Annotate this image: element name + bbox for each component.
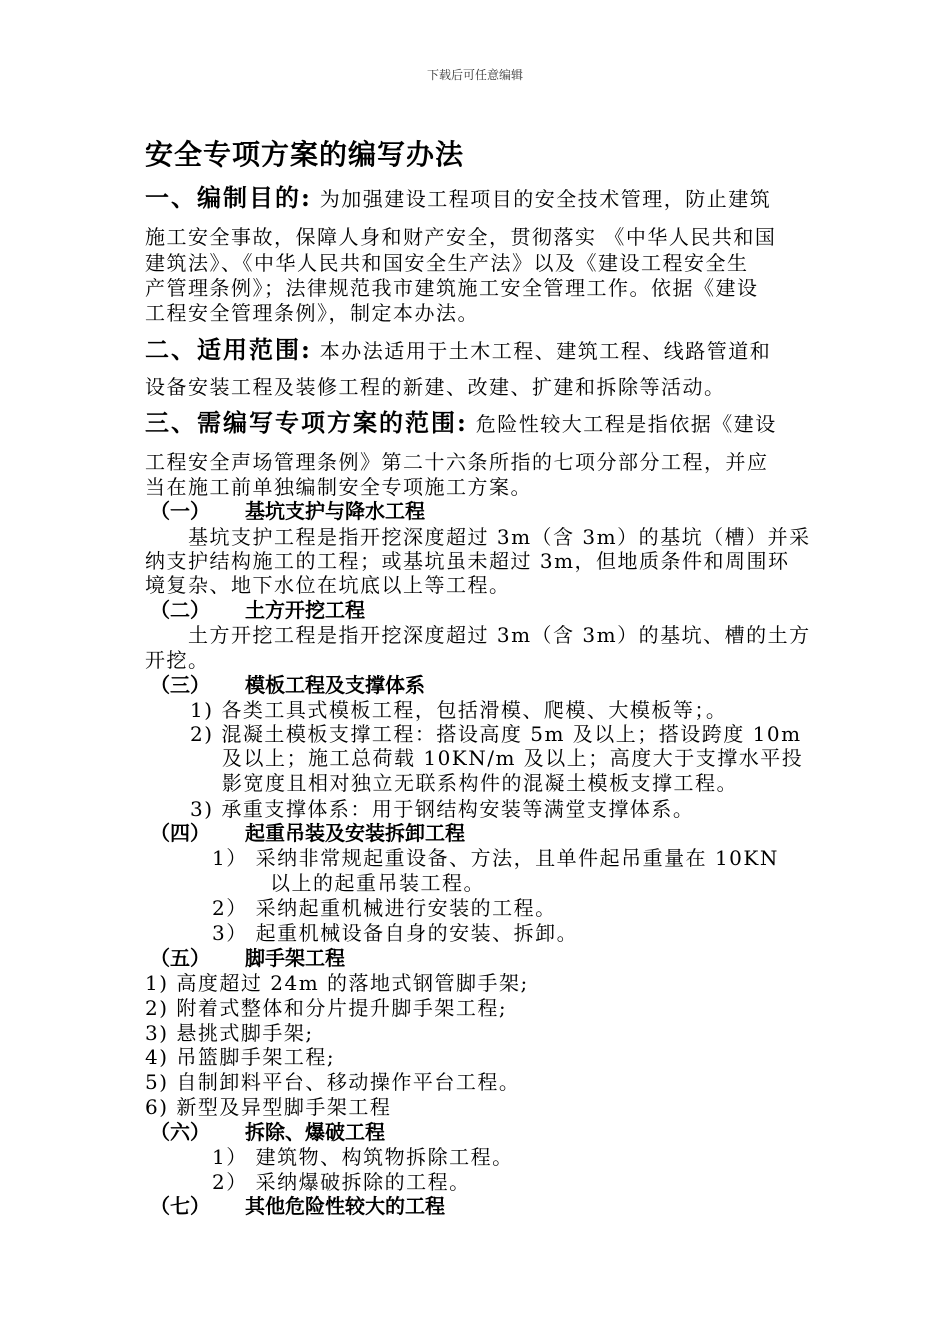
subsection-6-title: 拆除、爆破工程 xyxy=(245,1120,385,1144)
sec1-line-1 xyxy=(145,183,772,212)
sec1-text-1: 为加强建设工程项目的安全技术管理，防止建筑 xyxy=(319,187,772,211)
sec3-lead: 三、需编写专项方案的范围: xyxy=(145,408,468,437)
subsection-3-number: （三） xyxy=(150,673,210,697)
sec1-line-3: 建筑法》、《中华人民共和国安全生产法》以及《建设工程安全生 xyxy=(145,251,749,275)
s1-line-2: 纳支护结构施工的工程；或基坑虽未超过 3m，但地质条件和周围环 xyxy=(145,549,790,573)
s4-item-1-cont: 以上的起重吊装工程。 xyxy=(270,871,485,895)
s4-item-1: 1） 采纳非常规起重设备、方法，且单件起吊重量在 10KN xyxy=(212,846,779,870)
sec3-text-1: 危险性较大工程是指依据《建设 xyxy=(475,412,777,436)
s3-item-3: 3) 承重支撑体系：用于钢结构安装等满堂支撑体系。 xyxy=(190,797,695,821)
s4-item-2: 2） 采纳起重机械进行安装的工程。 xyxy=(212,896,557,920)
s2-line-1: 土方开挖工程是指开挖深度超过 3m（含 3m）的基坑、槽的土方 xyxy=(188,623,811,647)
subsection-2-title: 土方开挖工程 xyxy=(245,598,365,622)
page-title: 安全专项方案的编写办法 xyxy=(145,138,465,171)
subsection-6-heading xyxy=(150,1120,385,1144)
s3-item-2-cont-2: 影宽度且相对独立无联系构件的混凝土模板支撑工程。 xyxy=(222,771,738,795)
s5-item-5: 5) 自制卸料平台、移动操作平台工程。 xyxy=(145,1070,521,1094)
s5-item-1: 1) 高度超过 24m 的落地式钢管脚手架; xyxy=(145,971,529,995)
subsection-2-number: （二） xyxy=(150,598,210,622)
sec1-lead: 一、编制目的: xyxy=(145,183,312,212)
sec2-line-1 xyxy=(145,335,772,364)
subsection-1-title: 基坑支护与降水工程 xyxy=(245,499,425,523)
s3-item-2-cont-1: 及以上；施工总荷载 10KN/m 及以上；高度大于支撑水平投 xyxy=(222,746,804,770)
sec1-line-4: 产管理条例》；法律规范我市建筑施工安全管理工作。依据《建设 xyxy=(145,276,759,300)
s5-item-6: 6) 新型及异型脚手架工程 xyxy=(145,1095,392,1119)
subsection-3-title: 模板工程及支撑体系 xyxy=(245,673,425,697)
subsection-4-title: 起重吊装及安装拆卸工程 xyxy=(245,821,465,845)
subsection-1-number: （一） xyxy=(150,499,210,523)
sec3-line-1 xyxy=(145,408,777,437)
sec1-line-2: 施工安全事故，保障人身和财产安全，贯彻落实 《中华人民共和国 xyxy=(145,225,777,249)
s4-item-3: 3） 起重机械设备自身的安装、拆卸。 xyxy=(212,921,579,945)
sec3-line-3: 当在施工前单独编制安全专项施工方案。 xyxy=(145,475,532,499)
s6-item-2: 2） 采纳爆破拆除的工程。 xyxy=(212,1170,471,1194)
sec2-lead: 二、适用范围: xyxy=(145,335,312,364)
s1-line-1: 基坑支护工程是指开挖深度超过 3m（含 3m）的基坑（槽）并采 xyxy=(188,525,811,549)
subsection-5-heading xyxy=(150,946,345,970)
s3-item-2: 2) 混凝土模板支撑工程：搭设高度 5m 及以上；搭设跨度 10m xyxy=(190,722,802,746)
subsection-7-number: （七） xyxy=(150,1194,210,1218)
page-header: 下载后可任意编辑 xyxy=(426,68,523,82)
subsection-4-number: （四） xyxy=(150,821,210,845)
s5-item-3: 3) 悬挑式脚手架; xyxy=(145,1021,314,1045)
sec2-text-1: 本办法适用于土木工程、建筑工程、线路管道和 xyxy=(319,339,772,363)
subsection-2-heading xyxy=(150,598,365,622)
s1-line-3: 境复杂、地下水位在坑底以上等工程。 xyxy=(145,573,511,597)
subsection-7-title: 其他危险性较大的工程 xyxy=(245,1194,445,1218)
subsection-6-number: （六） xyxy=(150,1120,210,1144)
subsection-3-heading xyxy=(150,673,425,697)
s6-item-1: 1） 建筑物、构筑物拆除工程。 xyxy=(212,1145,514,1169)
s2-line-2: 开挖。 xyxy=(145,648,210,672)
subsection-4-heading xyxy=(150,821,465,845)
s5-item-2: 2) 附着式整体和分片提升脚手架工程; xyxy=(145,996,508,1020)
subsection-5-number: （五） xyxy=(150,946,210,970)
sec1-line-5: 工程安全管理条例》，制定本办法。 xyxy=(145,301,479,325)
sec3-line-2: 工程安全声场管理条例》第二十六条所指的七项分部分工程，并应 xyxy=(145,450,769,474)
s5-item-4: 4) 吊篮脚手架工程; xyxy=(145,1045,336,1069)
subsection-7-heading xyxy=(150,1194,445,1218)
subsection-1-heading xyxy=(150,499,425,523)
sec2-line-2: 设备安装工程及装修工程的新建、改建、扩建和拆除等活动。 xyxy=(145,375,726,399)
subsection-5-title: 脚手架工程 xyxy=(245,946,345,970)
s3-item-1: 1) 各类工具式模板工程，包括滑模、爬模、大模板等；。 xyxy=(190,698,728,722)
